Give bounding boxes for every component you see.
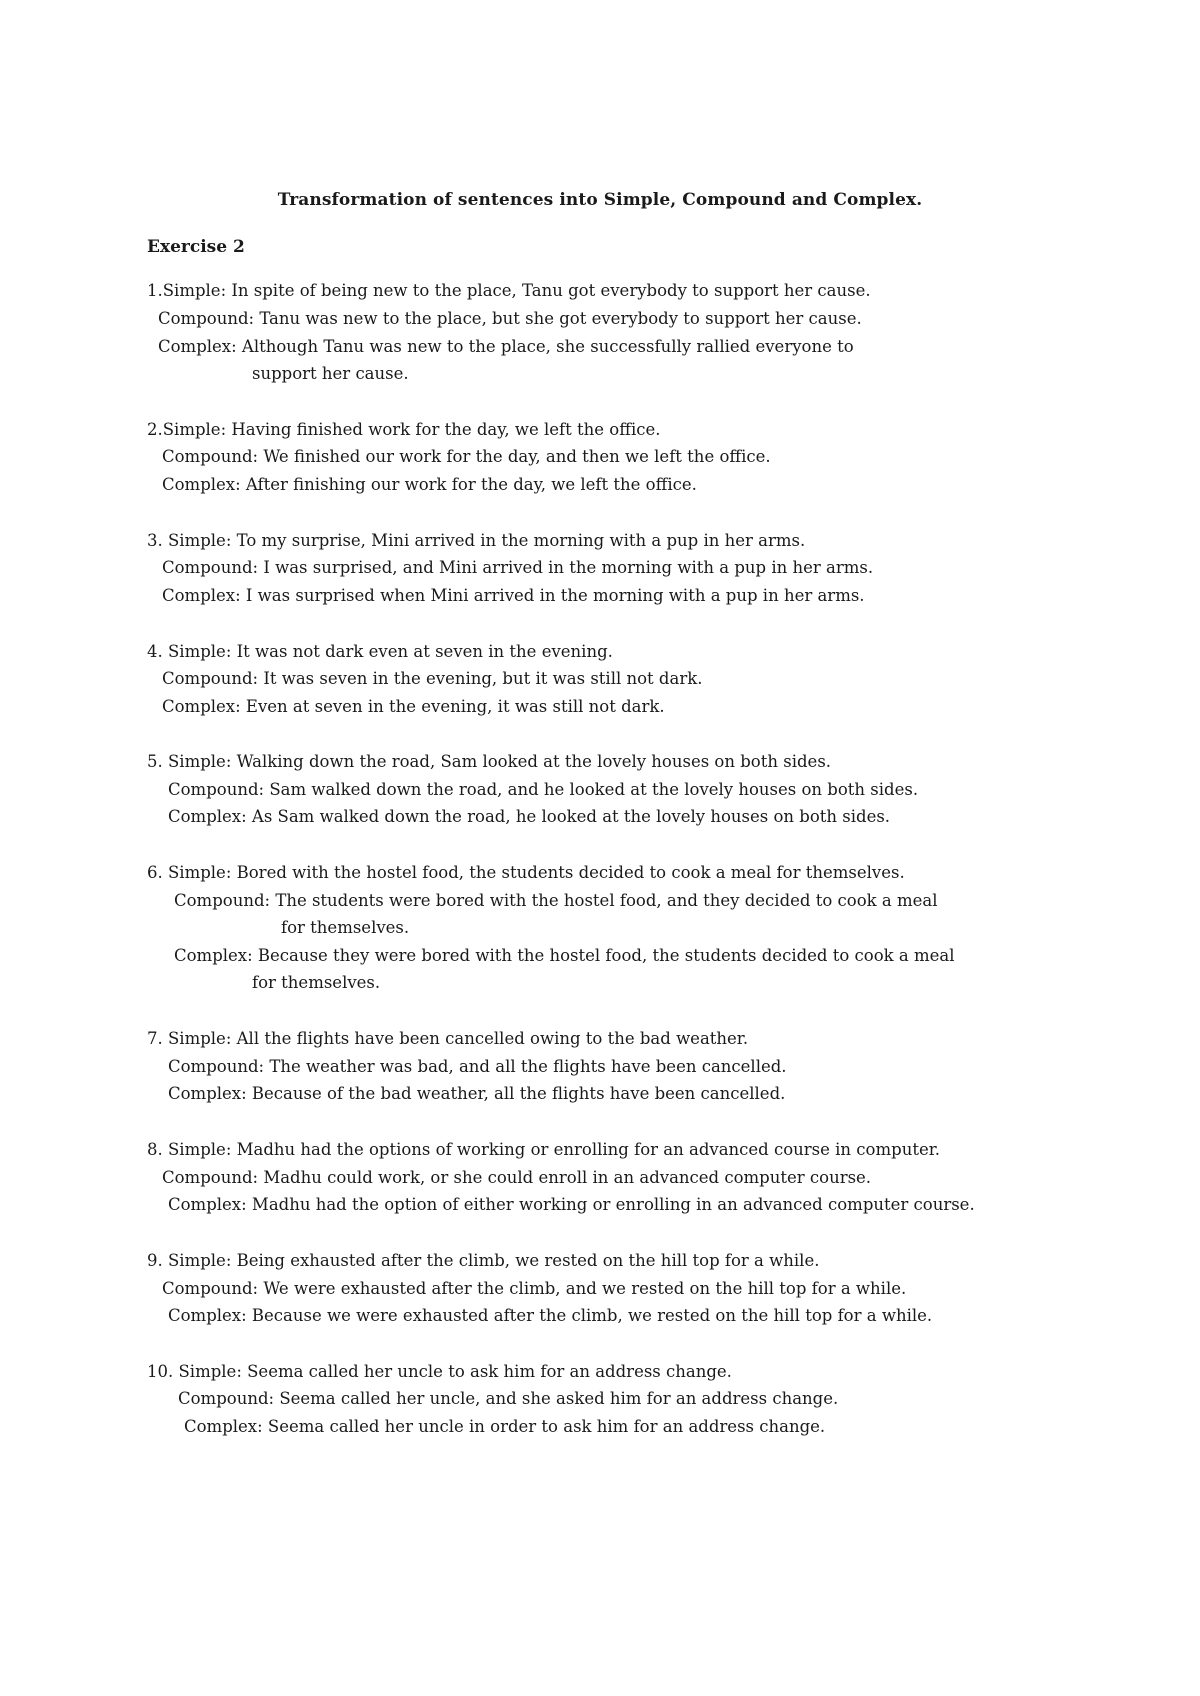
sentence-line: for themselves. (281, 918, 410, 937)
sentence-line: Complex: Because we were exhausted after the climb, we rested on the hill top for a while. (168, 1306, 933, 1325)
sentence-line: 5. Simple: Walking down the road, Sam looked at the lovely houses on both sides. (147, 752, 832, 771)
sentence-line: Compound: I was surprised, and Mini arrived in the morning with a pup in her arms. (162, 558, 874, 577)
sentence-line: Complex: Because they were bored with the hostel food, the students decided to cook a meal (174, 946, 955, 965)
sentence-line: 6. Simple: Bored with the hostel food, the students decided to cook a meal for themselves. (147, 863, 905, 882)
sentence-line: Compound: The students were bored with the hostel food, and they decided to cook a meal (174, 891, 938, 910)
exercise-heading: Exercise 2 (147, 237, 245, 257)
sentence-line: Compound: We finished our work for the day, and then we left the office. (162, 447, 771, 466)
sentence-line: Complex: Seema called her uncle in order to ask him for an address change. (184, 1417, 826, 1436)
sentence-line: Complex: Madhu had the option of either working or enrolling in an advanced computer course. (168, 1195, 975, 1214)
document-title: Transformation of sentences into Simple, Compound and Complex. (277, 190, 923, 210)
sentence-line: 1.Simple: In spite of being new to the place, Tanu got everybody to support her cause. (147, 281, 871, 300)
sentence-line: support her cause. (252, 364, 409, 383)
sentence-line: Complex: Although Tanu was new to the place, she successfully rallied everyone to (158, 337, 854, 356)
sentence-line: Compound: The weather was bad, and all the flights have been cancelled. (168, 1057, 787, 1076)
sentence-line: Compound: Madhu could work, or she could enroll in an advanced computer course. (162, 1168, 872, 1187)
sentence-line: Compound: It was seven in the evening, but it was still not dark. (162, 669, 703, 688)
sentence-line: Compound: Tanu was new to the place, but she got everybody to support her cause. (158, 309, 862, 328)
sentence-line: 7. Simple: All the flights have been cancelled owing to the bad weather. (147, 1029, 749, 1048)
sentence-line: 10. Simple: Seema called her uncle to ask him for an address change. (147, 1362, 732, 1381)
sentence-line: 3. Simple: To my surprise, Mini arrived in the morning with a pup in her arms. (147, 531, 806, 550)
sentence-line: 9. Simple: Being exhausted after the climb, we rested on the hill top for a while. (147, 1251, 820, 1270)
sentence-line: Compound: We were exhausted after the climb, and we rested on the hill top for a while. (162, 1279, 907, 1298)
sentence-line: 2.Simple: Having finished work for the day, we left the office. (147, 420, 661, 439)
sentence-line: Complex: After finishing our work for the day, we left the office. (162, 475, 697, 494)
sentence-line: Compound: Sam walked down the road, and he looked at the lovely houses on both sides. (168, 780, 919, 799)
sentence-line: Complex: As Sam walked down the road, he looked at the lovely houses on both sides. (168, 807, 891, 826)
sentence-line: Complex: I was surprised when Mini arrived in the morning with a pup in her arms. (162, 586, 865, 605)
sentence-line: 4. Simple: It was not dark even at seven in the evening. (147, 642, 613, 661)
sentence-line: Complex: Even at seven in the evening, it was still not dark. (162, 697, 665, 716)
sentence-line: Complex: Because of the bad weather, all the flights have been cancelled. (168, 1084, 786, 1103)
sentence-line: 8. Simple: Madhu had the options of working or enrolling for an advanced course in computer. (147, 1140, 941, 1159)
sentence-line: for themselves. (252, 973, 381, 992)
sentence-line: Compound: Seema called her uncle, and she asked him for an address change. (178, 1389, 839, 1408)
